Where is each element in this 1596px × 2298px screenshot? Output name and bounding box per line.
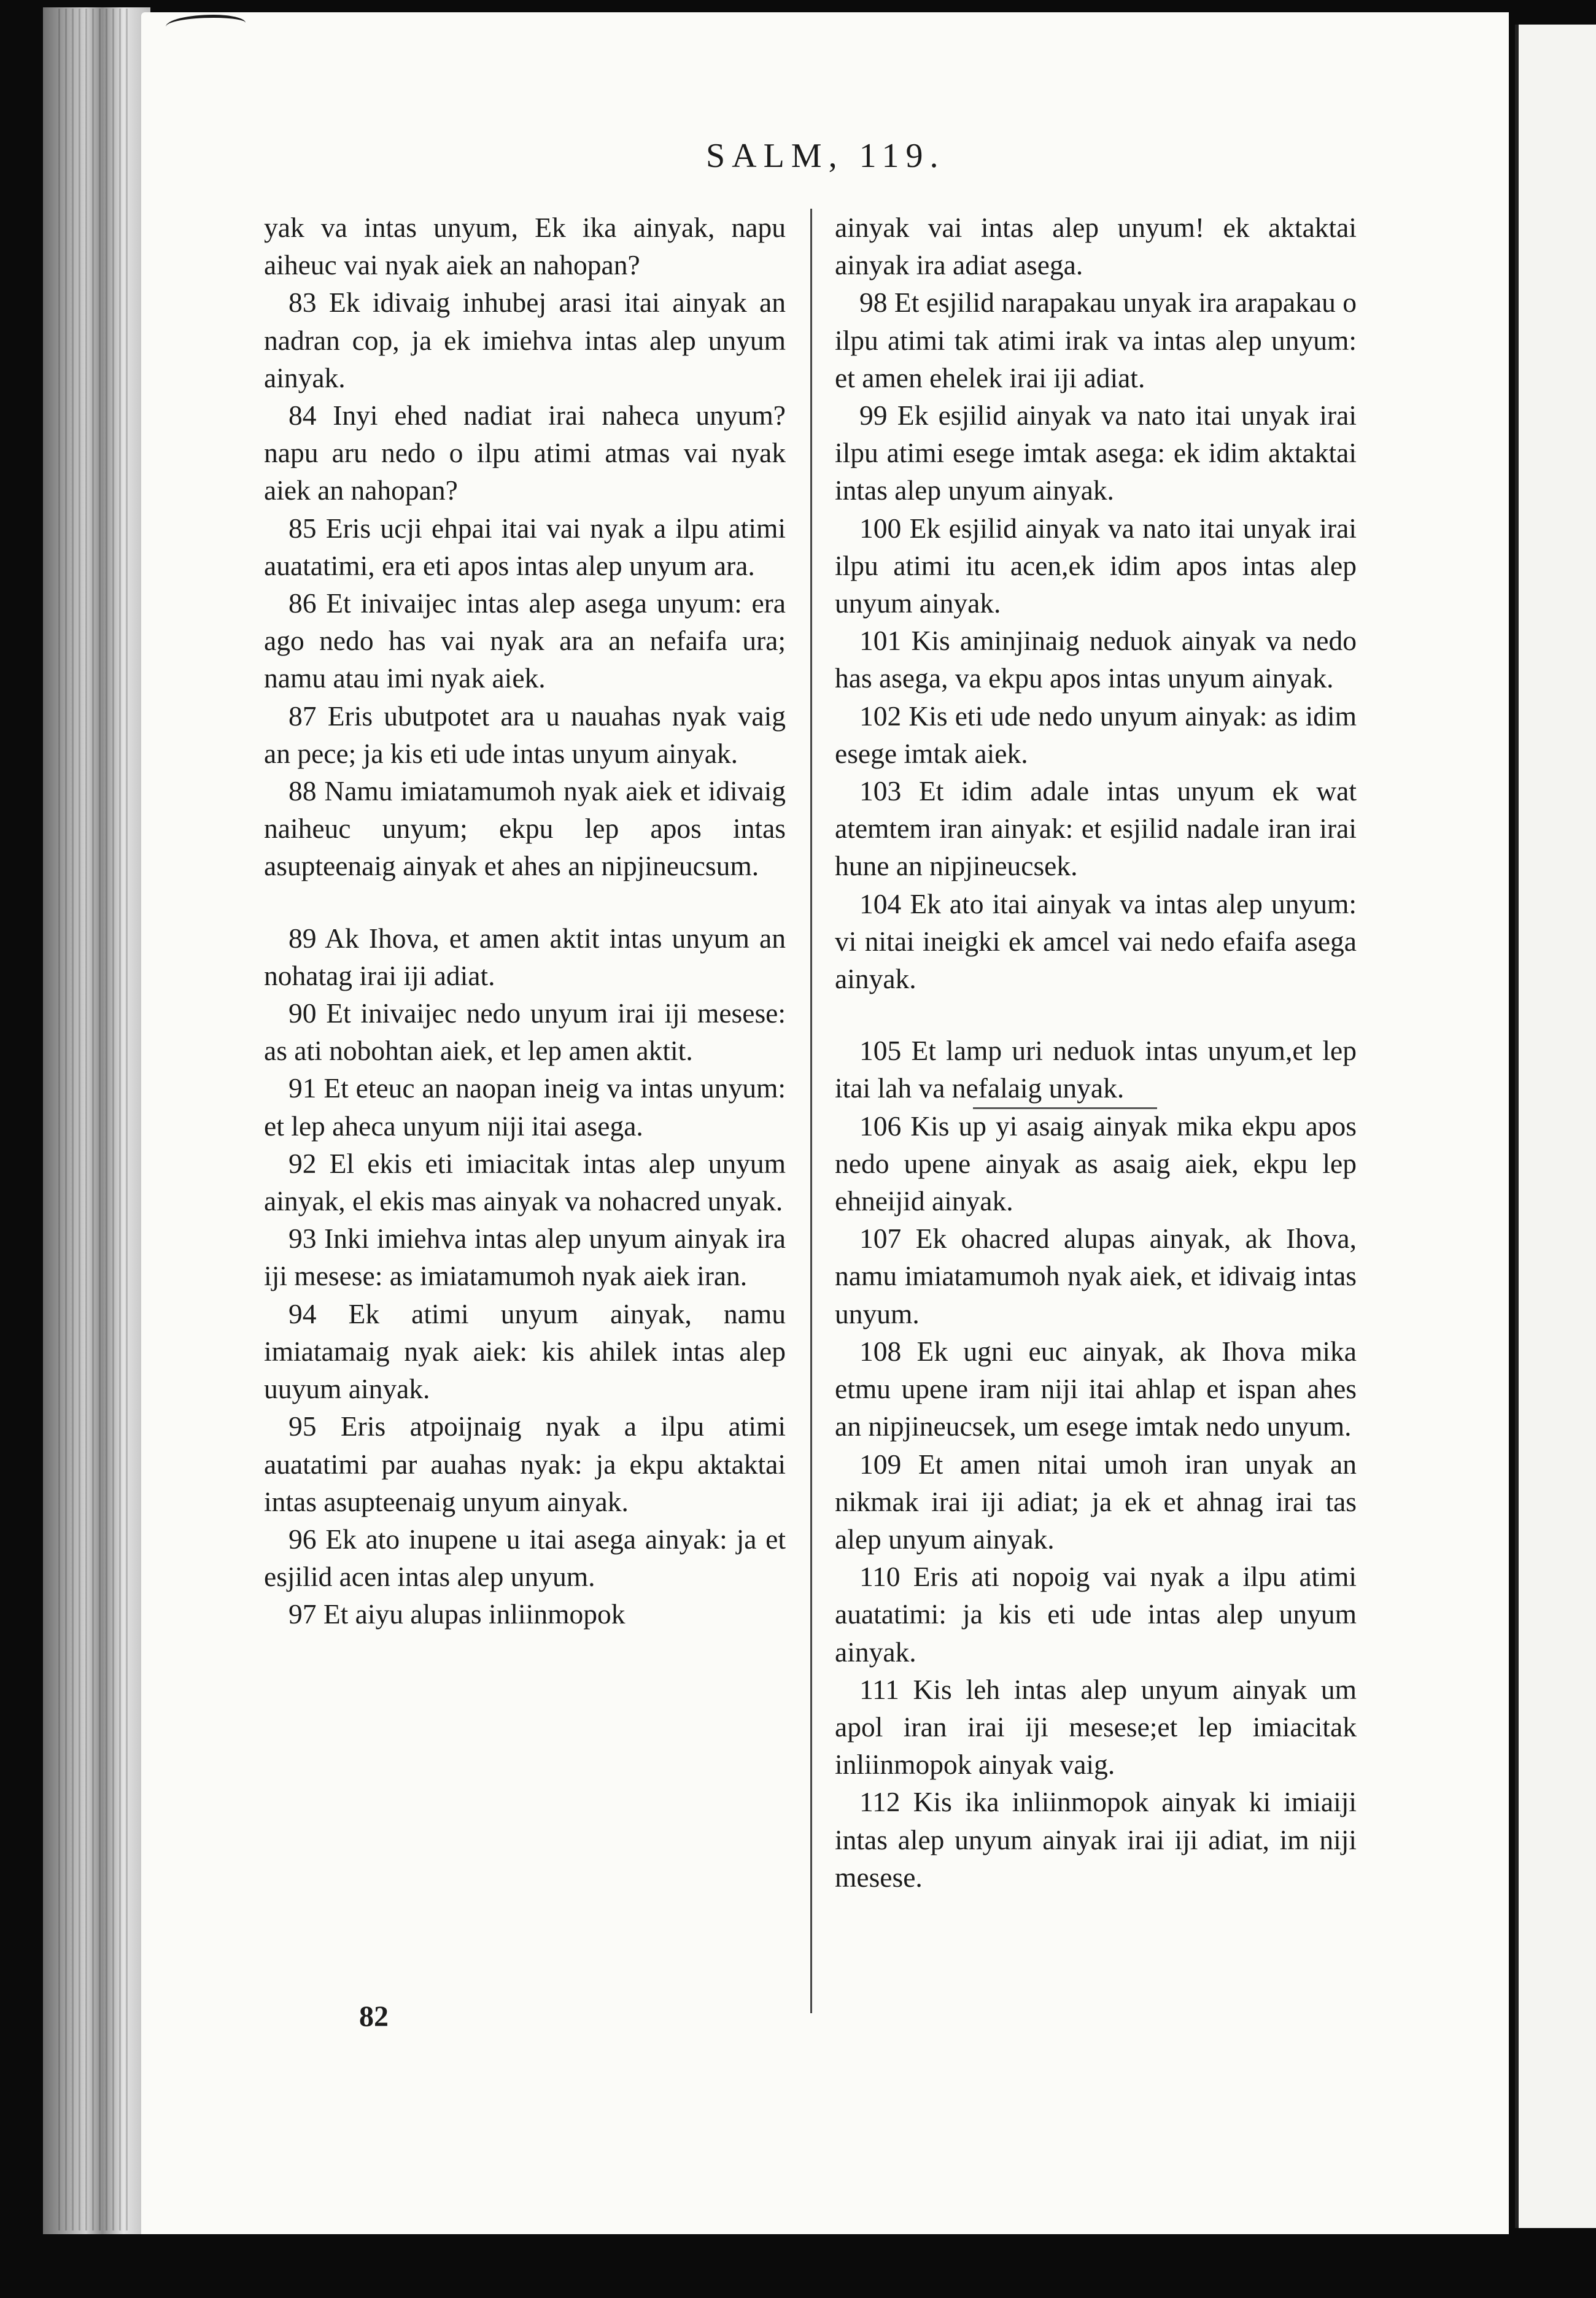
verse-text: 83 Ek idivaig inhubej arasi itai ainyak an nadran cop, ja ek imiehva intas alep unyum ainyak. <box>264 287 786 393</box>
verse-text: 103 Et idim adale intas unyum ek wat atemtem iran ainyak: et esjilid nadale iran irai hune an nipjineucsek. <box>835 775 1357 882</box>
verse-text: 89 Ak Ihova, et amen aktit intas unyum an nohatag irai iji adiat. <box>264 922 786 991</box>
verse-text: 99 Ek esjilid ainyak va nato itai unyak irai ilpu atimi esege imtak asega: ek idim aktaktai intas alep unyum ainyak. <box>835 400 1357 506</box>
verse-text: 100 Ek esjilid ainyak va nato itai unyak irai ilpu atimi itu acen,ek idim apos intas alep unyum ainyak. <box>835 512 1357 619</box>
verse-text: 96 Ek ato inupene u itai asega ainyak: ja et esjilid acen intas alep unyum. <box>264 1523 786 1593</box>
verse-text: 109 Et amen nitai umoh iran unyak an nikmak irai iji adiat; ja ek et ahnag irai tas alep unyum ainyak. <box>835 1448 1357 1555</box>
verse-text: 84 Inyi ehed nadiat irai naheca unyum? napu aru nedo o ilpu atimi atmas vai nyak aiek an nahopan? <box>264 400 786 506</box>
verse-text: 85 Eris ucji ehpai itai vai nyak a ilpu atimi auatatimi, era eti apos intas alep unyum ara. <box>264 512 786 581</box>
verse-text: ainyak vai intas alep unyum! ek aktaktai ainyak ira adiat asega. <box>835 212 1357 281</box>
verse-text: 101 Kis aminjinaig neduok ainyak va nedo has asega, va ekpu apos intas unyum ainyak. <box>835 625 1357 694</box>
verse-text: 98 Et esjilid narapakau unyak ira arapakau o ilpu atimi tak atimi irak va intas alep unyum: et amen ehelek irai iji adiat. <box>835 287 1357 393</box>
page-number: 82 <box>359 2000 389 2033</box>
adjacent-page-edge <box>1515 25 1596 2228</box>
verse-text: 104 Ek ato itai ainyak va intas alep unyum: vi nitai ineigki ek amcel vai nedo efaifa asega ainyak. <box>835 888 1357 995</box>
verse-text: yak va intas unyum, Ek ika ainyak, napu aiheuc vai nyak aiek an nahopan? <box>264 212 786 281</box>
verse-text: 105 Et lamp uri neduok intas unyum,et lep itai lah va nefalaig unyak. <box>835 1035 1357 1104</box>
verse-text: 86 Et inivaijec intas alep asega unyum: era ago nedo has vai nyak ara an nefaifa ura; namu atau imi nyak aiek. <box>264 587 786 694</box>
verse-text: 93 Inki imiehva intas alep unyum ainyak ira iji mesese: as imiatamumoh nyak aiek iran. <box>264 1223 786 1292</box>
verse-text: 108 Ek ugni euc ainyak, ak Ihova mika etmu upene iram niji itai ahlap et ispan ahes an nipjineucsek, um esege imtak nedo unyum. <box>835 1335 1357 1442</box>
right-column <box>835 209 1357 1896</box>
verse-text: 95 Eris atpoijnaig nyak a ilpu atimi auatatimi par auahas nyak: ja ekpu aktaktai intas asupteenaig unyum ainyak. <box>264 1410 786 1517</box>
running-title: SALM, 119. <box>706 137 945 175</box>
section-divider <box>973 1107 1157 1109</box>
verse-text: 90 Et inivaijec nedo unyum irai iji mesese: as ati nobohtan aiek, et lep amen aktit. <box>264 997 786 1067</box>
verse-text: 106 Kis up yi asaig ainyak mika ekpu apos nedo upene ainyak as asaig aiek, ekpu lep ehneijid ainyak. <box>835 1110 1357 1217</box>
verse-text: 87 Eris ubutpotet ara u nauahas nyak vaig an pece; ja kis eti ude intas unyum ainyak. <box>264 700 786 769</box>
verse-text: 91 Et eteuc an naopan ineig va intas unyum: et lep aheca unyum niji itai asega. <box>264 1072 786 1142</box>
verse-text: 112 Kis ika inliinmopok ainyak ki imiaiji intas alep unyum ainyak irai iji adiat, im niji mesese. <box>835 1786 1357 1893</box>
verse-text: 94 Ek atimi unyum ainyak, namu imiatamaig nyak aiek: kis ahilek intas alep uuyum ainyak. <box>264 1298 786 1405</box>
left-column <box>264 209 786 1633</box>
page-edges <box>58 9 132 2230</box>
verse-text: 102 Kis eti ude nedo unyum ainyak: as idim esege imtak aiek. <box>835 700 1357 769</box>
column-rule <box>810 209 812 2013</box>
verse-text: 110 Eris ati nopoig vai nyak a ilpu atimi auatatimi: ja kis eti ude intas alep unyum ainyak. <box>835 1561 1357 1668</box>
verse-text: 107 Ek ohacred alupas ainyak, ak Ihova, namu imiatamumoh nyak aiek, et idivaig intas unyum. <box>835 1223 1357 1329</box>
verse-text: 97 Et aiyu alupas inliinmopok <box>289 1598 626 1630</box>
verse-text: 92 El ekis eti imiacitak intas alep unyum ainyak, el ekis mas ainyak va nohacred unyak. <box>264 1147 786 1217</box>
verse-text: 88 Namu imiatamumoh nyak aiek et idivaig naiheuc unyum; ekpu lep apos intas asupteenaig ainyak et ahes an nipjineucsum. <box>264 775 786 882</box>
verse-text: 111 Kis leh intas alep unyum ainyak um apol iran irai iji mesese;et lep imiacitak inliinmopok ainyak vaig. <box>835 1673 1357 1781</box>
